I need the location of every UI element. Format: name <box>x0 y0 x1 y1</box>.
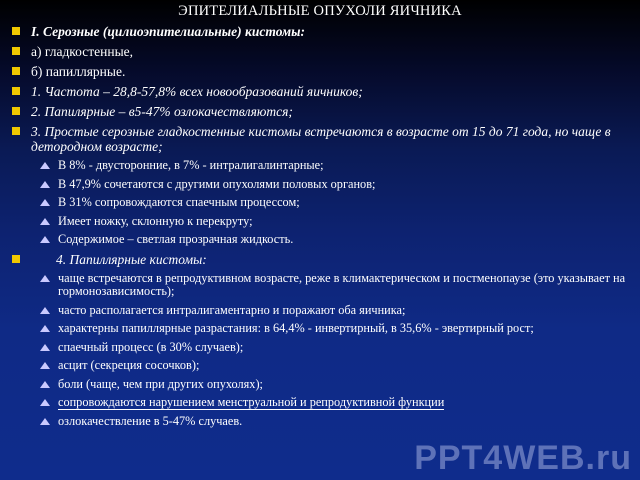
sub-list-item <box>8 272 633 299</box>
sub-list-item <box>8 378 633 392</box>
sub-list-item-text: асцит (секреция сосочков); <box>58 358 200 372</box>
sub-list-item <box>8 304 633 318</box>
sub-list-item <box>8 341 633 355</box>
sub-list-item <box>8 322 633 336</box>
list-item <box>8 24 633 39</box>
triangle-bullet-icon <box>40 344 50 351</box>
triangle-bullet-icon <box>40 418 50 425</box>
list-item-text: 1. Частота – 28,8-57,8% всех новообразований яичников; <box>31 84 363 99</box>
list-item-text: I. Серозные (цилиоэпителиальные) кистомы: <box>31 24 306 39</box>
list-item-text: а) гладкостенные, <box>31 44 134 59</box>
sub-list-item-text: спаечный процесс (в 30% случаев); <box>58 339 244 354</box>
square-bullet-icon <box>12 47 20 55</box>
square-bullet-icon <box>12 67 20 75</box>
square-bullet-icon <box>12 87 20 95</box>
list-item <box>8 124 633 154</box>
sub-list-item <box>8 159 633 173</box>
square-bullet-icon <box>12 27 20 35</box>
sub-list-item-text: Имеет ножку, склонную к перекруту; <box>58 213 253 228</box>
list-item-text: 2. Папилярные – в5-47% озлокачествляются; <box>31 104 293 119</box>
sub-list-item-text: В 8% - двусторонние, в 7% - интралигалинтарные; <box>58 158 324 172</box>
list-item <box>8 64 633 79</box>
triangle-bullet-icon <box>40 381 50 388</box>
slide-title: ЭПИТЕЛИАЛЬНЫЕ ОПУХОЛИ ЯИЧНИКА <box>178 3 462 19</box>
triangle-bullet-icon <box>40 399 50 406</box>
sub-list-item-text: часто располагается интралигаментарно и поражают оба яичника; <box>58 302 406 317</box>
list-item-text: 4. Папиллярные кистомы: <box>56 251 207 267</box>
triangle-bullet-icon <box>40 362 50 369</box>
sub-list-item-text: озлокачествление в 5-47% случаев. <box>58 413 243 428</box>
triangle-bullet-icon <box>40 181 50 188</box>
triangle-bullet-icon <box>40 275 50 282</box>
list-item-text: б) папиллярные. <box>31 64 126 79</box>
triangle-bullet-icon <box>40 199 50 206</box>
list-item <box>8 44 633 59</box>
sub-list-item-text: чаще встречаются в репродуктивном возрасте, реже в климактерическом и постменопаузе (это указывает на гормонозависимость); <box>58 270 626 298</box>
list-item <box>8 84 633 99</box>
triangle-bullet-icon <box>40 236 50 243</box>
triangle-bullet-icon <box>40 307 50 314</box>
square-bullet-icon <box>12 127 20 135</box>
square-bullet-icon <box>12 107 20 115</box>
sub-list-item <box>8 396 633 410</box>
sub-list-item <box>8 233 633 247</box>
sub-list-item-text: Содержимое – светлая прозрачная жидкость. <box>58 232 294 246</box>
sub-list-item-text: характерны папиллярные разрастания: в 64,4% - инвертирный, в 35,6% - эвертирный рост; <box>58 321 534 335</box>
watermark-logo: PPT4WEB.ru <box>414 439 632 477</box>
triangle-bullet-icon <box>40 162 50 169</box>
bullet-list <box>8 24 633 433</box>
sub-list-item <box>8 415 633 429</box>
square-bullet-icon <box>12 255 20 263</box>
triangle-bullet-icon <box>40 218 50 225</box>
sub-list-item-text: сопровождаются нарушением менструальной и репродуктивной функции <box>58 395 445 409</box>
list-item-text: 3. Простые серозные гладкостенные кистомы встречаются в возрасте от 15 до 71 года, но чаще в детородном возрасте; <box>31 124 611 154</box>
sub-list-item <box>8 215 633 229</box>
sub-list-item-text: В 47,9% сочетаются с другими опухолями половых органов; <box>58 176 376 191</box>
sub-list-item <box>8 178 633 192</box>
list-item <box>8 252 633 267</box>
sub-list-item-text: В 31% сопровождаются спаечным процессом; <box>58 195 300 209</box>
list-item <box>8 104 633 119</box>
sub-list-item-text: боли (чаще, чем при других опухолях); <box>58 376 263 391</box>
sub-list-item <box>8 196 633 210</box>
triangle-bullet-icon <box>40 325 50 332</box>
sub-list-item <box>8 359 633 373</box>
